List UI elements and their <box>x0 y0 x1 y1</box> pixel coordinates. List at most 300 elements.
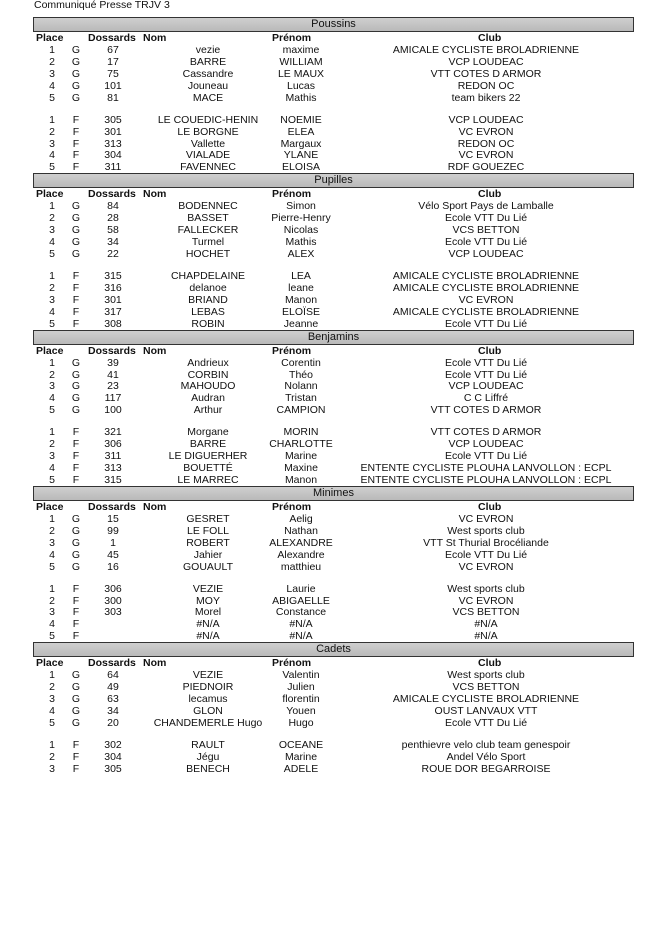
cell-dossard: 315 <box>104 269 122 282</box>
result-row <box>0 513 650 525</box>
cell-club: VTT COTES D ARMOR <box>430 404 542 417</box>
result-row <box>0 669 650 681</box>
cell-sex: F <box>72 317 80 330</box>
cell-nom: CHAPDELAINE <box>170 269 246 282</box>
cell-prenom: #N/A <box>289 618 313 631</box>
cell-sex: F <box>72 474 80 486</box>
cell-dossard: 63 <box>107 693 119 706</box>
cell-club: VC EVRON <box>458 149 514 162</box>
result-row <box>0 549 650 561</box>
cell-nom: VEZIE <box>192 669 224 682</box>
cell-nom: BARRE <box>189 55 227 68</box>
group-spacer <box>0 729 650 739</box>
cell-nom: vezie <box>195 43 221 56</box>
cell-nom: MOY <box>196 594 220 607</box>
cell-sex: F <box>72 269 80 282</box>
cell-place: 1 <box>49 43 55 56</box>
cell-dossard: 301 <box>104 125 122 138</box>
cell-dossard: 23 <box>107 380 119 393</box>
cell-sex: F <box>72 137 80 150</box>
cell-sex: F <box>72 630 80 643</box>
cell-nom: LE BORGNE <box>177 125 239 138</box>
category-header: Benjamins <box>33 330 634 345</box>
cell-nom: BODENNEC <box>178 200 238 213</box>
cell-place: 3 <box>49 606 55 619</box>
cell-place: 1 <box>49 426 55 439</box>
result-row <box>0 294 650 306</box>
cell-dossard: 17 <box>107 55 119 68</box>
cell-sex: G <box>71 669 81 682</box>
cell-sex: G <box>71 212 81 225</box>
cell-place: 3 <box>49 536 55 549</box>
cell-place: 2 <box>49 55 55 68</box>
cell-prenom: Pierre-Henry <box>271 212 331 225</box>
cell-place: 1 <box>49 582 55 595</box>
cell-sex: F <box>72 462 80 475</box>
cell-place: 4 <box>49 149 55 162</box>
column-header-nom: Nom <box>143 188 167 201</box>
cell-prenom: Mathis <box>285 236 317 249</box>
cell-dossard: 22 <box>107 248 119 260</box>
cell-prenom: ALEXANDRE <box>269 536 333 549</box>
group-spacer <box>0 573 650 583</box>
cell-prenom: Mathis <box>285 91 317 104</box>
cell-prenom: Manon <box>284 474 318 486</box>
cell-place: 4 <box>49 305 55 318</box>
result-row <box>0 618 650 630</box>
cell-dossard: 315 <box>104 474 122 486</box>
cell-prenom: Aelig <box>289 512 313 525</box>
result-row <box>0 392 650 404</box>
cell-nom: Morel <box>194 606 222 619</box>
column-header-club: Club <box>478 657 502 670</box>
result-row <box>0 583 650 595</box>
result-row <box>0 224 650 236</box>
cell-club: REDON OC <box>457 137 515 150</box>
result-row <box>0 751 650 763</box>
result-row <box>0 248 650 260</box>
result-row <box>0 126 650 138</box>
cell-place: 3 <box>49 224 55 237</box>
cell-prenom: Julien <box>287 681 315 694</box>
cell-place: 4 <box>49 236 55 249</box>
result-row <box>0 380 650 392</box>
cell-nom: Arthur <box>193 404 223 417</box>
cell-dossard: 1 <box>110 536 116 549</box>
cell-prenom: NOEMIE <box>280 113 322 126</box>
cell-club: VC EVRON <box>458 594 514 607</box>
cell-prenom: ELOISA <box>282 161 320 174</box>
cell-prenom: maxime <box>282 43 320 56</box>
cell-sex: G <box>71 224 81 237</box>
cell-nom: BARRE <box>189 438 227 451</box>
cell-sex: F <box>72 594 80 607</box>
cell-sex: F <box>72 426 80 439</box>
cell-place: 2 <box>49 125 55 138</box>
cell-dossard: 58 <box>107 224 119 237</box>
cell-nom: #N/A <box>196 618 220 631</box>
cell-nom: LE COUEDIC-HENIN <box>157 113 259 126</box>
cell-club: VC EVRON <box>458 560 514 573</box>
cell-club: AMICALE CYCLISTE BROLADRIENNE <box>392 43 580 56</box>
result-row <box>0 56 650 68</box>
result-row <box>0 282 650 294</box>
cell-dossard: 99 <box>107 524 119 537</box>
results-sections <box>0 17 650 775</box>
cell-prenom: ABIGAELLE <box>272 594 330 607</box>
cell-sex: G <box>71 236 81 249</box>
result-row <box>0 693 650 705</box>
column-header-club: Club <box>478 344 502 357</box>
cell-place: 1 <box>49 269 55 282</box>
cell-prenom: ADELE <box>283 762 319 775</box>
result-row <box>0 561 650 573</box>
cell-club: VCP LOUDEAC <box>448 55 524 68</box>
result-row <box>0 369 650 381</box>
cell-prenom: Youen <box>286 705 316 717</box>
cell-nom: LE DIGUERHER <box>168 450 248 463</box>
cell-place: 1 <box>49 200 55 213</box>
cell-dossard: 300 <box>104 594 122 607</box>
result-row <box>0 44 650 56</box>
cell-club: Ecole VTT Du Lié <box>444 548 528 561</box>
cell-club: VC EVRON <box>458 125 514 138</box>
result-row <box>0 438 650 450</box>
cell-nom: BRIAND <box>188 293 228 306</box>
column-header-place: Place <box>36 188 64 201</box>
column-header-dossards: Dossards <box>88 657 136 670</box>
cell-dossard: 81 <box>107 91 119 104</box>
cell-club: Ecole VTT Du Lié <box>444 716 528 729</box>
cell-prenom: Manon <box>284 293 318 306</box>
cell-club: ENTENTE CYCLISTE PLOUHA LANVOLLON : ECPL <box>360 462 612 475</box>
cell-club: RDF GOUEZEC <box>447 161 525 174</box>
column-header-club: Club <box>478 500 502 513</box>
cell-dossard: 301 <box>104 293 122 306</box>
cell-nom: FAVENNEC <box>180 161 236 174</box>
cell-nom: Andrieux <box>187 356 229 369</box>
cell-club: West sports club <box>447 524 525 537</box>
cell-place: 2 <box>49 438 55 451</box>
cell-prenom: Lucas <box>286 79 316 92</box>
category-header: Minimes <box>33 486 634 501</box>
cell-sex: G <box>71 380 81 393</box>
cell-nom: MACE <box>192 91 224 104</box>
cell-place: 5 <box>49 716 55 729</box>
cell-sex: F <box>72 161 80 174</box>
cell-club: VCP LOUDEAC <box>448 380 524 393</box>
cell-dossard: 306 <box>104 582 122 595</box>
cell-club: VCS BETTON <box>452 606 520 619</box>
cell-place: 2 <box>49 681 55 694</box>
result-row <box>0 595 650 607</box>
cell-prenom: CAMPION <box>276 404 326 417</box>
cell-club: VTT COTES D ARMOR <box>430 67 542 80</box>
cell-prenom: LEA <box>291 269 311 282</box>
category-section <box>0 330 650 486</box>
cell-nom: Jégu <box>196 750 220 763</box>
cell-dossard: 117 <box>104 392 122 405</box>
cell-club: #N/A <box>474 630 498 643</box>
column-header-prenom: Prénom <box>272 344 312 357</box>
cell-nom: VEZIE <box>192 582 224 595</box>
cell-club: Andel Vélo Sport <box>446 750 526 763</box>
cell-club: Ecole VTT Du Lié <box>444 212 528 225</box>
cell-club: Ecole VTT Du Lié <box>444 356 528 369</box>
cell-sex: F <box>72 281 80 294</box>
cell-place: 3 <box>49 450 55 463</box>
cell-prenom: Alexandre <box>277 548 325 561</box>
cell-dossard: 302 <box>104 738 122 751</box>
cell-club: ROUE DOR BEGARROISE <box>421 762 551 775</box>
cell-place: 1 <box>49 512 55 525</box>
result-row <box>0 630 650 642</box>
result-row <box>0 404 650 416</box>
cell-place: 5 <box>49 91 55 104</box>
cell-sex: F <box>72 113 80 126</box>
cell-dossard: 306 <box>104 438 122 451</box>
cell-dossard: 84 <box>107 200 119 213</box>
cell-prenom: Théo <box>289 368 313 381</box>
result-row <box>0 462 650 474</box>
cell-nom: Audran <box>191 392 225 405</box>
cell-nom: delanoe <box>189 281 227 294</box>
cell-prenom: leane <box>288 281 314 294</box>
cell-club: West sports club <box>447 582 525 595</box>
cell-club: AMICALE CYCLISTE BROLADRIENNE <box>392 269 580 282</box>
cell-dossard: 321 <box>104 426 122 439</box>
cell-nom: CORBIN <box>187 368 229 381</box>
cell-dossard: 303 <box>104 606 122 619</box>
cell-sex: G <box>71 524 81 537</box>
category-section <box>0 173 650 329</box>
cell-sex: F <box>72 606 80 619</box>
cell-prenom: Nolann <box>284 380 318 393</box>
cell-dossard: 15 <box>107 512 119 525</box>
cell-dossard: 101 <box>104 79 122 92</box>
result-row <box>0 149 650 161</box>
cell-sex: G <box>71 512 81 525</box>
category-section <box>0 17 650 173</box>
cell-prenom: Simon <box>286 200 316 213</box>
cell-dossard: 100 <box>104 404 122 417</box>
cell-dossard: 49 <box>107 681 119 694</box>
cell-club: VCP LOUDEAC <box>448 113 524 126</box>
cell-place: 4 <box>49 79 55 92</box>
column-header-place: Place <box>36 500 64 513</box>
column-header-prenom: Prénom <box>272 32 312 44</box>
cell-prenom: Nicolas <box>283 224 319 237</box>
result-row <box>0 200 650 212</box>
cell-nom: RAULT <box>191 738 225 751</box>
cell-dossard: 308 <box>104 317 122 330</box>
cell-club: VCS BETTON <box>452 681 520 694</box>
cell-sex: F <box>72 750 80 763</box>
result-row <box>0 114 650 126</box>
cell-sex: F <box>72 438 80 451</box>
cell-prenom: ELEA <box>287 125 315 138</box>
cell-sex: F <box>72 762 80 775</box>
cell-sex: G <box>71 91 81 104</box>
column-header-place: Place <box>36 344 64 357</box>
cell-dossard: 313 <box>104 137 122 150</box>
cell-nom: Morgane <box>187 426 229 439</box>
cell-nom: Vallette <box>190 137 226 150</box>
cell-club: VTT COTES D ARMOR <box>430 426 542 439</box>
cell-place: 5 <box>49 560 55 573</box>
cell-sex: G <box>71 705 81 717</box>
cell-prenom: Maxine <box>284 462 318 475</box>
cell-prenom: CHARLOTTE <box>269 438 333 451</box>
cell-prenom: florentin <box>282 693 320 706</box>
result-row <box>0 161 650 173</box>
result-row <box>0 236 650 248</box>
cell-prenom: Tristan <box>285 392 317 405</box>
cell-nom: LE FOLL <box>186 524 230 537</box>
cell-sex: G <box>71 356 81 369</box>
column-header-dossards: Dossards <box>88 188 136 201</box>
column-header-row <box>0 657 650 669</box>
cell-club: VCS BETTON <box>452 224 520 237</box>
cell-sex: G <box>71 43 81 56</box>
column-header-nom: Nom <box>143 657 167 670</box>
result-row <box>0 537 650 549</box>
cell-prenom: LE MAUX <box>277 67 325 80</box>
cell-nom: BASSET <box>187 212 229 225</box>
cell-nom: HOCHET <box>185 248 231 260</box>
result-row <box>0 138 650 150</box>
cell-prenom: Marine <box>284 750 318 763</box>
result-row <box>0 80 650 92</box>
column-header-nom: Nom <box>143 32 167 44</box>
cell-prenom: Margaux <box>280 137 322 150</box>
cell-club: Ecole VTT Du Lié <box>444 317 528 330</box>
column-header-dossards: Dossards <box>88 32 136 44</box>
cell-sex: G <box>71 536 81 549</box>
cell-prenom: Jeanne <box>283 317 319 330</box>
cell-dossard: 311 <box>104 161 122 174</box>
cell-dossard: 316 <box>104 281 122 294</box>
cell-prenom: Valentin <box>282 669 320 682</box>
cell-nom: FALLECKER <box>177 224 239 237</box>
cell-club: AMICALE CYCLISTE BROLADRIENNE <box>392 693 580 706</box>
cell-sex: G <box>71 200 81 213</box>
result-row <box>0 212 650 224</box>
result-row <box>0 739 650 751</box>
cell-dossard: 34 <box>107 705 119 717</box>
cell-place: 3 <box>49 693 55 706</box>
cell-prenom: MORIN <box>283 426 319 439</box>
cell-prenom: matthieu <box>280 560 322 573</box>
cell-place: 5 <box>49 474 55 486</box>
cell-prenom: Nathan <box>284 524 318 537</box>
cell-nom: Jahier <box>193 548 223 561</box>
cell-club: VTT St Thurial Brocéliande <box>423 536 549 549</box>
result-row <box>0 318 650 330</box>
cell-club: VC EVRON <box>458 293 514 306</box>
cell-place: 2 <box>49 750 55 763</box>
cell-place: 3 <box>49 762 55 775</box>
cell-nom: Cassandre <box>182 67 234 80</box>
cell-prenom: ALEX <box>287 248 315 260</box>
cell-club: Vélo Sport Pays de Lamballe <box>418 200 554 213</box>
cell-sex: F <box>72 293 80 306</box>
cell-sex: F <box>72 582 80 595</box>
cell-prenom: Marine <box>284 450 318 463</box>
column-header-row <box>0 188 650 200</box>
column-header-row <box>0 32 650 44</box>
cell-dossard: 75 <box>107 67 119 80</box>
cell-place: 3 <box>49 137 55 150</box>
cell-place: 2 <box>49 212 55 225</box>
column-header-prenom: Prénom <box>272 188 312 201</box>
cell-prenom: Constance <box>275 606 327 619</box>
cell-nom: lecamus <box>188 693 228 706</box>
cell-place: 2 <box>49 524 55 537</box>
cell-sex: G <box>71 404 81 417</box>
cell-place: 4 <box>49 548 55 561</box>
cell-club: VCP LOUDEAC <box>448 438 524 451</box>
cell-place: 4 <box>49 618 55 631</box>
result-row <box>0 92 650 104</box>
cell-dossard: 39 <box>107 356 119 369</box>
cell-sex: F <box>72 618 80 631</box>
column-header-row <box>0 501 650 513</box>
cell-nom: LEBAS <box>191 305 225 318</box>
cell-sex: G <box>71 55 81 68</box>
cell-place: 5 <box>49 248 55 260</box>
cell-place: 4 <box>49 705 55 717</box>
cell-sex: F <box>72 738 80 751</box>
cell-nom: MAHOUDO <box>180 380 236 393</box>
column-header-nom: Nom <box>143 344 167 357</box>
result-row <box>0 450 650 462</box>
cell-prenom: Corentin <box>281 356 321 369</box>
cell-place: 1 <box>49 113 55 126</box>
group-spacer <box>0 104 650 114</box>
cell-sex: F <box>72 450 80 463</box>
result-row <box>0 525 650 537</box>
cell-sex: G <box>71 716 81 729</box>
cell-club: OUST LANVAUX VTT <box>434 705 538 717</box>
group-spacer <box>0 260 650 270</box>
cell-place: 2 <box>49 594 55 607</box>
cell-nom: LE MARREC <box>177 474 239 486</box>
cell-club: REDON OC <box>457 79 515 92</box>
cell-dossard: 305 <box>104 762 122 775</box>
column-header-prenom: Prénom <box>272 500 312 513</box>
cell-place: 5 <box>49 161 55 174</box>
cell-sex: G <box>71 560 81 573</box>
cell-club: team bikers 22 <box>451 91 521 104</box>
column-header-dossards: Dossards <box>88 344 136 357</box>
cell-place: 1 <box>49 669 55 682</box>
cell-dossard: 317 <box>104 305 122 318</box>
cell-prenom: #N/A <box>289 630 313 643</box>
result-row <box>0 270 650 282</box>
cell-nom: VIALADE <box>185 149 231 162</box>
result-row <box>0 306 650 318</box>
document-title: Communiqué Presse TRJV 3 <box>34 0 170 11</box>
cell-sex: G <box>71 368 81 381</box>
cell-club: AMICALE CYCLISTE BROLADRIENNE <box>392 305 580 318</box>
cell-place: 4 <box>49 392 55 405</box>
column-header-row <box>0 345 650 357</box>
column-header-club: Club <box>478 32 502 44</box>
cell-dossard: 45 <box>107 548 119 561</box>
result-row <box>0 717 650 729</box>
cell-club: C C Liffré <box>463 392 509 405</box>
